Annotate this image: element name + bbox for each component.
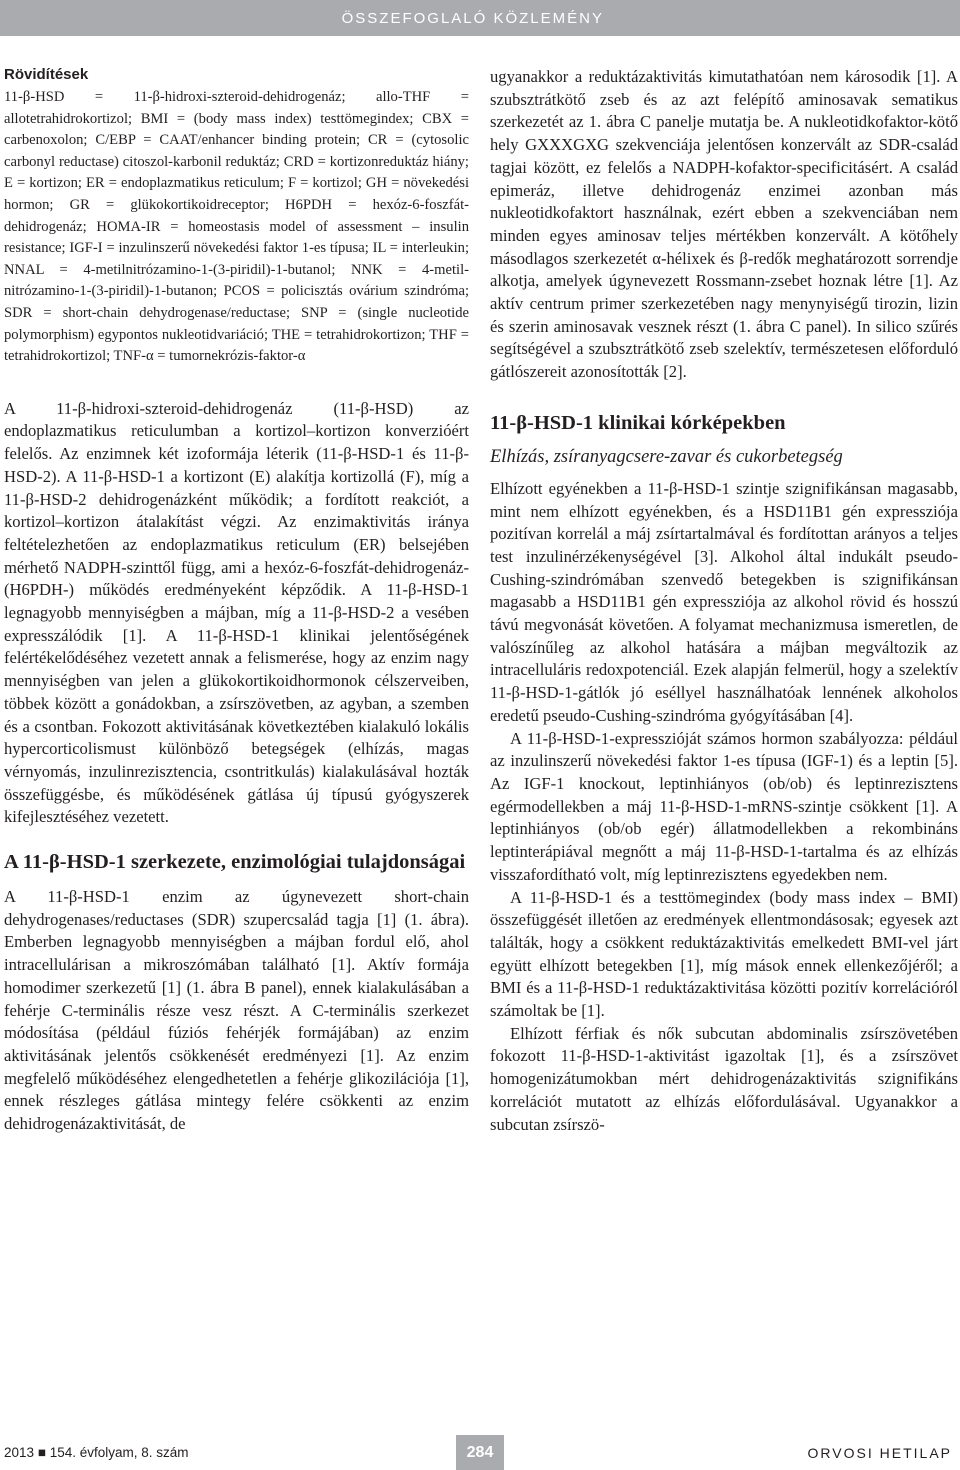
abbreviations-text: 11-β-HSD = 11-β-hidroxi-szteroid-dehidrogenáz; allo-THF = allotetrahidrokortizol; BMI = (body mass index) testtömegindex; CBX = carbenoxolon; C/EBP = CAAT/enhancer binding protein; CR = (cytosolic carbonyl reductase) citoszol-karbonil reduktáz; CRD = kortizonreduktáz hiány; E = kortizon; ER = endoplazmatikus reticulum; F = kortizol; GH = növekedési hormon; GR = glükokortikoidreceptor; H6PDH = hexóz-6-foszfát-dehidrogenáz; HOMA-IR = homeostasis model of assessment – insulin resistance; IGF-I = inzulinszerű növekedési faktor 1-es típusa; IL = interleukin; NNAL = 4-metilnitrózamino-1-(3-piridil)-1-butanol; NNK = 4-metil-nitrózamino-1-(3-piridil)-1-butanon; PCOS = policisztás ovárium szindróma; SDR = short-chain dehydrogenase/reductase; SNP = (single nucleotide polymorphism) egypontos nukleotidvariáció; THE = tetrahidrokortizon; THF = tetrahidrokortizol; TNF-α = tumornekrózis-faktor-α — [4, 89, 469, 365]
obesity-paragraph-3: A 11-β-HSD-1 és a testtömegindex (body mass index – BMI) összefüggését illetően az eredmények ellentmondásosak; egyesek azt találták, hogy a csökkent reduktázaktivitás emelkedett BMI-vel járt együtt elhízott betegekben [1], míg mások ennek ellenkezőjéről; a BMI és a 11-β-HSD-1 reduktázaktivitása közötti pozitív korrelációról számoltak be [1]. — [490, 887, 958, 1021]
journal-name: ORVOSI HETILAP — [807, 1445, 952, 1461]
issue-info: 2013 ■ 154. évfolyam, 8. szám — [4, 1445, 189, 1460]
page-number: 284 — [456, 1435, 504, 1470]
section-heading-clinical: 11-β-HSD-1 klinikai kórképekben — [490, 411, 786, 434]
obesity-paragraph-1: Elhízott egyénekben a 11-β-HSD-1 szintje szignifikánsan magasabb, mint nem elhízott egyénekben, és a HSD11B1 gén expressziója pozitívan korrelál a máj zsírtartalmával és fordítottan arányos a teljes test inzulinérzékenységével [3]. Alkohol által indukált pseudo-Cushing-szindrómában szenvedő betegekben is szignifikánsan magasabb a HSD11B1 gén expressziója az alkohol rövid és hosszú távú megvonását követően. A folyamat mechanizmusa ismeretlen, de valószínűleg az alkohol hatására a májban megváltozik az intracelluláris redoxpotenciál. Ezek alapján felmerül, hogy a szelektív 11-β-HSD-1-gátlók jó eséllyel használhatóak lennének alkoholos eredetű pseudo-Cushing-szindróma gyógyításában [4]. — [490, 478, 958, 725]
page-footer — [0, 1435, 960, 1470]
section-heading-structure: A 11-β-HSD-1 szerkezete, enzimológiai tulajdonságai — [4, 851, 466, 874]
section-label: ÖSSZEFOGLALÓ KÖZLEMÉNY — [341, 9, 604, 27]
abbreviations-title: Rövidítések — [4, 66, 89, 83]
intro-paragraph: A 11-β-hidroxi-szteroid-dehidrogenáz (11-β-HSD) az endoplazmatikus reticulumban a kortizol–kortizon konverzióért felelős. Az enzimnek két izoformája léterik (11-β-HSD-1 és 11-β-HSD-2). A 11-β-HSD-1 a kortizont (E) alakítja kortizollá (F), míg a 11-β-HSD-2 dehidrogenázként működik; a fordított reakciót, a kortizol–kortizon átalakítást végzi. Az enzimaktivitás iránya feltételezhetően az endoplazmatikus reticulum (ER) belsejében mérhető NADPH-szinttől függ, ami a hexóz-6-foszfát-dehidrogenáz- (H6PDH-) működés eredményeként képződik. A 11-β-HSD-1 legnagyobb mennyiségben a májban, míg a 11-β-HSD-2 a vesében expresszálódik [1]. A 11-β-HSD-1 klinikai jelentőségének felértékelődéséhez vezetett annak a felismerése, hogy az enzim nagy mennyiségben van jelen a glükokortikoidhormonok célszerveiben, többek között a gonádokban, a zsírszövetben, az agyban, a szemben és a csontban. Fokozott aktivitásának következtében kialakuló lokális hypercorticolismust különböző betegségek (elhízás, magas vérnyomás, inzulinrezisztencia, csontritkulás) kialakulásával hozták összefüggésbe, és működésének gátlása új típusú gyógyszerek kifejlesztéséhez vezetett. — [4, 398, 469, 827]
subsection-heading-obesity: Elhízás, zsíranyagcsere-zavar és cukorbetegség — [490, 446, 843, 467]
obesity-paragraph-4: Elhízott férfiak és nők subcutan abdominalis zsírszövetében fokozott 11-β-HSD-1-aktivitást igazoltak [1], és a zsírszövet homogenizátumokban mért dehidrogenázaktivitás szignifikáns korrelációt mutatott az elhízás előfordulásával. Ugyanakkor a subcutan zsírszö- — [490, 1023, 958, 1134]
structure-paragraph: A 11-β-HSD-1 enzim az úgynevezett short-chain dehydrogenases/reductases (SDR) szupercsalád tagja [1] (1. ábra). Emberben legnagyobb mennyiségben a májban fordul elő, ahol intracellulárisan a mikroszómában található [1]. Aktív formája homodimer szerkezetű [1] (1. ábra B panel), ennek kialakulásában a fehérje C-terminális része vesz részt. A C-terminális szerkezet módosítása (például fúziós fehérjék formájában) az enzim aktivitásának jelentős csökkenését eredményezi [1]. Az enzim megfelelő működéséhez elengedhetetlen a fehérje glikozilációja [1], ennek részleges gátlása mintegy felére csökkenti az enzim dehidrogenázaktivitását, de — [4, 887, 469, 1134]
right-column — [490, 66, 958, 1136]
spacer — [4, 368, 469, 398]
obesity-paragraph-2: A 11-β-HSD-1-expresszióját számos hormon szabályozza: például az inzulinszerű növekedési faktor 1-es típusa (IGF-1) és a leptin [5]. Az IGF-1 knockout, leptinhiányos (ob/ob) és leptinrezisztens egérmodellekben a máj 11-β-HSD-1-mRNS-szintje csökkent [1]. A leptinhiányos (ob/ob egér) állatmodellekben a rekombináns leptinterápiával megnőtt a máj 11-β-HSD-1-tartalma és az elhízás visszafordítható volt, míg leptinrezisztens egyedekben nem. — [490, 728, 958, 884]
continuation-paragraph: ugyanakkor a reduktázaktivitás kimutathatóan nem károsodik [1]. A szubsztrátkötő zseb és az azt felépítő aminosavak sematikus szerkezetét az 1. ábra C panelje mutatja be. A nukleotidkofaktor-kötő hely GXXXGXG szekvenciája jelentősen konzervált az SDR-család tagjai között, ez felelős a NADPH-kofaktor-specificitásért. A család epimeráz, illetve dehidrogenáz enzimei azonban más nukleotidkofaktort használnak, ezért ebben a szekvenciában nem minden egyes aminosav teljes mértékben konzervált. A kötőhely másodlagos szerkezetét α-hélixek és β-redők meghatározott sorrendje alkotja, amelyek úgynevezett Rossmann-zsebet hoznak létre [1]. Az aktív centrum primer szerkezetében nagy menynyiségű tirozin, lizin és szerin aminosavak vesznek részt (1. ábra C panel). In silico szűrés segítségével a szubsztrátkötő zseb szelektív, természetesen előforduló gátlószereit azonosították [2]. — [490, 67, 958, 382]
section-header-bar — [0, 0, 960, 36]
left-column — [4, 62, 469, 1136]
